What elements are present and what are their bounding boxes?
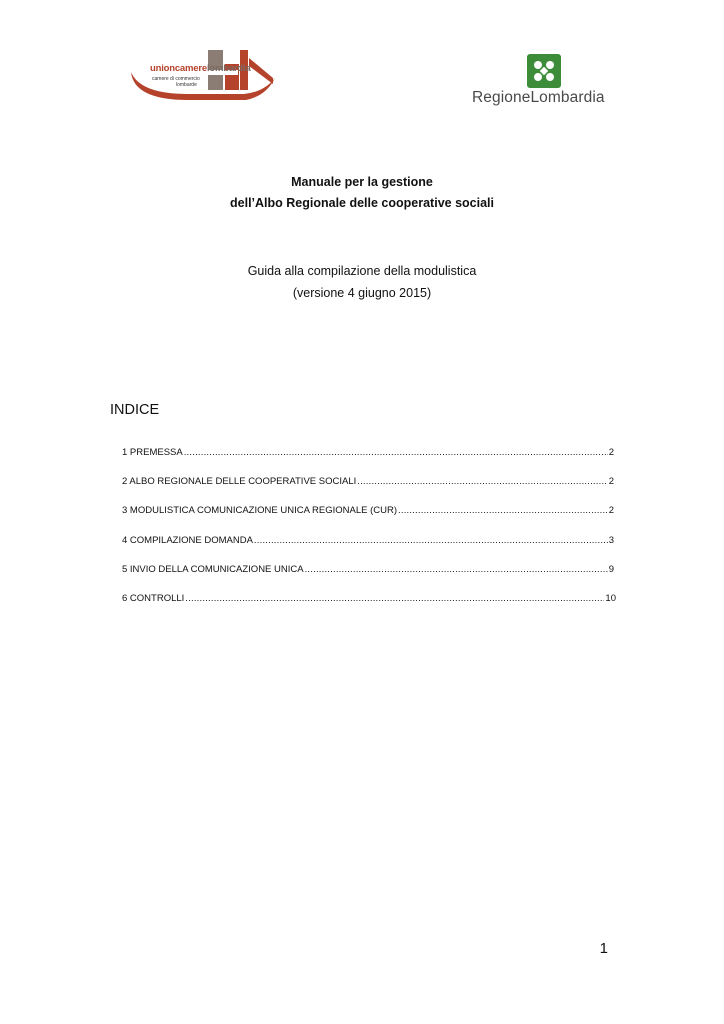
toc-entry-label: 2 ALBO REGIONALE DELLE COOPERATIVE SOCIALI <box>122 476 357 487</box>
toc-entry-label: 6 CONTROLLI <box>122 593 185 604</box>
toc-entry-page: 3 <box>608 535 614 546</box>
document-title-line2: dell’Albo Regionale delle cooperative sociali <box>230 196 494 210</box>
toc-entry-page: 9 <box>608 564 614 575</box>
toc-entry[interactable] <box>122 505 614 516</box>
index-heading: INDICE <box>110 402 160 418</box>
regione-lombardia-wordmark: RegioneLombardia <box>472 89 605 106</box>
toc-entry-page: 10 <box>605 593 616 604</box>
toc-entry-label: 3 MODULISTICA COMUNICAZIONE UNICA REGIONALE (CUR) <box>122 505 398 516</box>
toc-entry-page: 2 <box>608 447 614 458</box>
toc-entry[interactable] <box>122 447 614 458</box>
toc-entry[interactable] <box>122 476 614 487</box>
toc-leader-dots <box>398 505 608 516</box>
document-subtitle-line1: Guida alla compilazione della modulistica <box>247 264 477 278</box>
document-subtitle-line2: (versione 4 giugno 2015) <box>292 286 432 300</box>
unioncamere-logo-graphic <box>128 48 278 106</box>
toc-leader-dots <box>254 535 608 546</box>
toc-entry-page: 2 <box>608 505 614 516</box>
regione-lombardia-emblem <box>472 54 617 90</box>
document-title-line1: Manuale per la gestione <box>291 175 433 189</box>
unioncamere-subtitle-line1: camere di commercio <box>152 76 200 82</box>
toc-entry-label: 5 INVIO DELLA COMUNICAZIONE UNICA <box>122 564 304 575</box>
toc-leader-dots <box>305 564 608 575</box>
toc-leader-dots <box>184 447 608 458</box>
toc-entry[interactable] <box>122 564 614 575</box>
toc-leader-dots <box>185 593 604 604</box>
unioncamere-lombardia-logo <box>128 48 278 106</box>
unioncamere-brand-text: unioncamerelombardia <box>150 63 251 74</box>
toc-leader-dots <box>357 476 607 487</box>
page-number: 1 <box>599 940 608 957</box>
toc-entry-label: 4 COMPILAZIONE DOMANDA <box>122 535 253 546</box>
toc-entry-label: 1 PREMESSA <box>122 447 183 458</box>
toc-entry-page: 2 <box>608 476 614 487</box>
regione-lombardia-logo <box>472 54 617 110</box>
toc-entry[interactable] <box>122 535 614 546</box>
unioncamere-subtitle-line2: lombarde <box>176 82 197 88</box>
toc-entry[interactable] <box>122 593 616 604</box>
